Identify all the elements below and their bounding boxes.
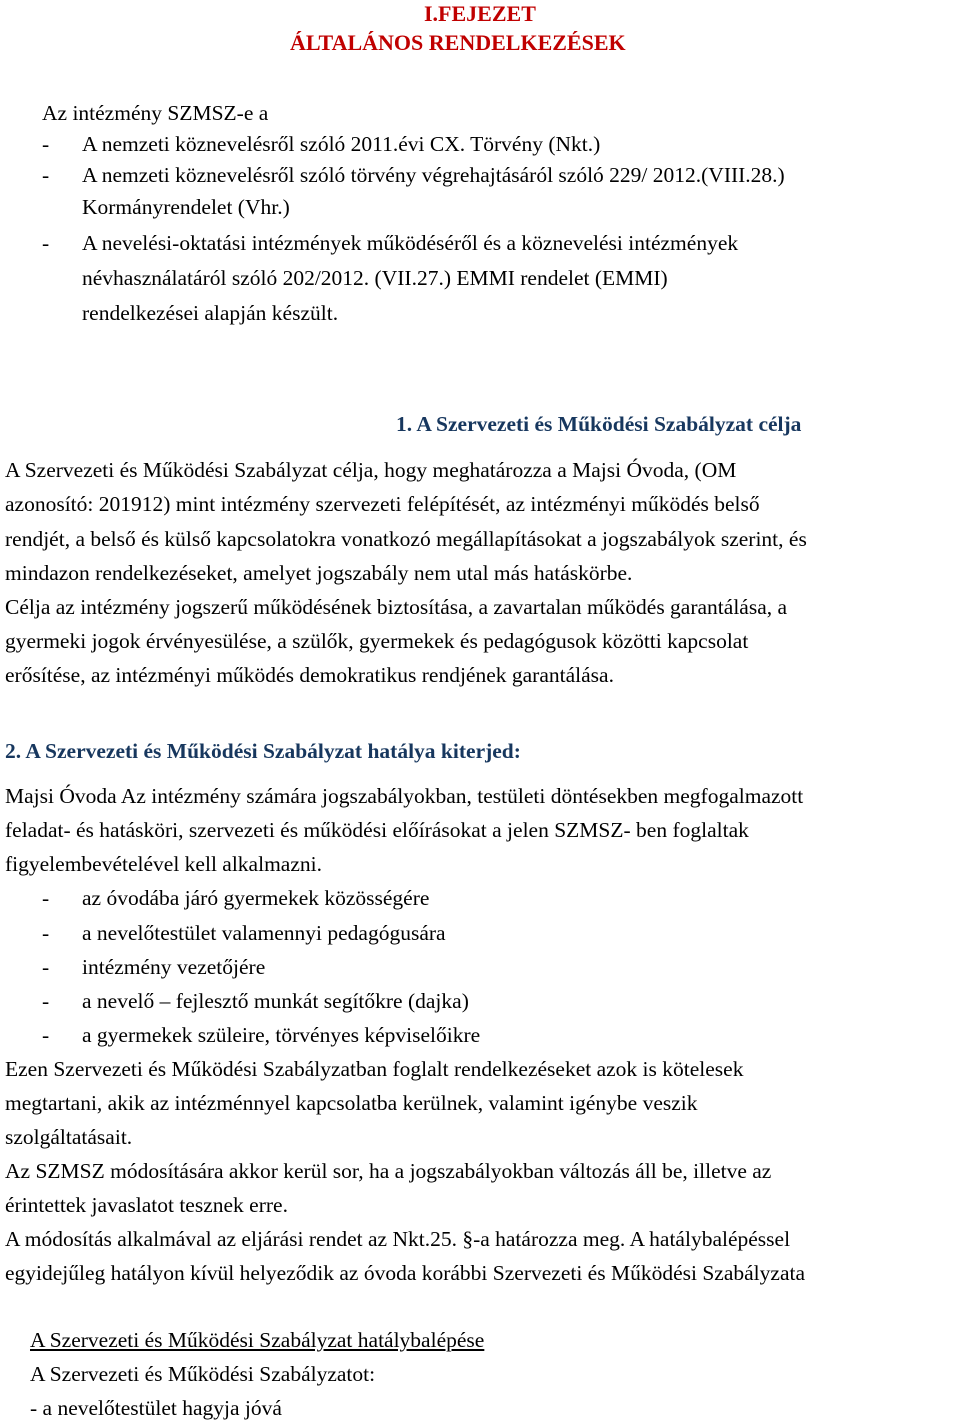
intro-item-line: A nemzeti köznevelésről szóló törvény végrehajtásáról szóló 229/ 2012.(VIII.28.) xyxy=(82,163,785,187)
section-2-item: a gyermekek szüleire, törvényes képviselőikre xyxy=(82,1023,481,1047)
section-1-line: A Szervezeti és Működési Szabályzat célja, hogy meghatározza a Majsi Óvoda, (OM xyxy=(5,458,737,482)
section-2-item: az óvodába járó gyermekek közösségére xyxy=(82,886,430,910)
section-1-line: Célja az intézmény jogszerű működésének biztosítása, a zavartalan működés garantálása, a xyxy=(5,595,788,619)
section-2-paragraph-line: érintettek javaslatot tesznek erre. xyxy=(5,1193,288,1217)
section-2-line: figyelembevételével kell alkalmazni. xyxy=(5,852,322,876)
section-2-paragraph-line: A módosítás alkalmával az eljárási rendet az Nkt.25. §-a határozza meg. A hatálybalépéssel xyxy=(5,1227,791,1251)
intro-item-line: Kormányrendelet (Vhr.) xyxy=(82,195,290,219)
section-3-line: A Szervezeti és Működési Szabályzatot: xyxy=(30,1362,376,1386)
intro-item-line: rendelkezései alapján készült. xyxy=(82,301,339,325)
section-2-line: feladat- és hatásköri, szervezeti és működési előírásokat a jelen SZMSZ- ben foglaltak xyxy=(5,818,749,842)
intro-item-line: A nemzeti köznevelésről szóló 2011.évi CX. Törvény (Nkt.) xyxy=(82,132,601,156)
section-3-line: - a nevelőtestület hagyja jóvá xyxy=(30,1396,282,1420)
section-2-paragraph-line: egyidejűleg hatályon kívül helyeződik az óvoda korábbi Szervezeti és Működési Szabályzata xyxy=(5,1261,806,1285)
section-2-paragraph-line: megtartani, akik az intézménnyel kapcsolatba kerülnek, valamint igénybe veszik xyxy=(5,1091,698,1115)
chapter-number: I.FEJEZET xyxy=(424,1,536,26)
section-1-line: azonosító: 201912) mint intézmény szervezeti felépítését, az intézményi működés belső xyxy=(5,492,760,516)
list-bullet: - xyxy=(42,163,50,187)
list-bullet: - xyxy=(42,989,50,1013)
section-1-line: mindazon rendelkezéseket, amelyet jogszabály nem utal más hatáskörbe. xyxy=(5,561,633,585)
intro-lead: Az intézmény SZMSZ-e a xyxy=(42,101,269,125)
section-2-paragraph-line: Az SZMSZ módosítására akkor kerül sor, ha a jogszabályokban változás áll be, illetve az xyxy=(5,1159,772,1183)
list-bullet: - xyxy=(42,921,50,945)
intro-item-line: A nevelési-oktatási intézmények működéséről és a köznevelési intézmények xyxy=(82,231,739,255)
section-2-line: Majsi Óvoda Az intézmény számára jogszabályokban, testületi döntésekben megfogalmazott xyxy=(5,784,804,808)
list-bullet: - xyxy=(42,886,50,910)
section-2-heading: 2. A Szervezeti és Működési Szabályzat hatálya kiterjed: xyxy=(5,739,521,763)
chapter-title: ÁLTALÁNOS RENDELKEZÉSEK xyxy=(290,30,626,55)
section-1-heading: 1. A Szervezeti és Működési Szabályzat célja xyxy=(396,412,802,436)
section-1-line: gyermeki jogok érvényesülése, a szülők, gyermekek és pedagógusok közötti kapcsolat xyxy=(5,629,749,653)
section-3-heading: A Szervezeti és Működési Szabályzat hatálybalépése xyxy=(30,1328,485,1352)
section-2-item: a nevelőtestület valamennyi pedagógusára xyxy=(82,921,446,945)
list-bullet: - xyxy=(42,955,50,979)
section-2-paragraph-line: szolgáltatásait. xyxy=(5,1125,133,1149)
list-bullet: - xyxy=(42,231,50,255)
section-1-line: rendjét, a belső és külső kapcsolatokra vonatkozó megállapításokat a jogszabályok szerint, és xyxy=(5,527,807,551)
list-bullet: - xyxy=(42,132,50,156)
section-2-paragraph-line: Ezen Szervezeti és Működési Szabályzatban foglalt rendelkezéseket azok is kötelesek xyxy=(5,1057,744,1081)
section-1-line: erősítése, az intézményi működés demokratikus rendjének garantálása. xyxy=(5,663,614,687)
intro-item-line: névhasználatáról szóló 202/2012. (VII.27.) EMMI rendelet (EMMI) xyxy=(82,266,668,290)
section-2-item: intézmény vezetőjére xyxy=(82,955,266,979)
list-bullet: - xyxy=(42,1023,50,1047)
section-2-item: a nevelő – fejlesztő munkát segítőkre (dajka) xyxy=(82,989,469,1013)
